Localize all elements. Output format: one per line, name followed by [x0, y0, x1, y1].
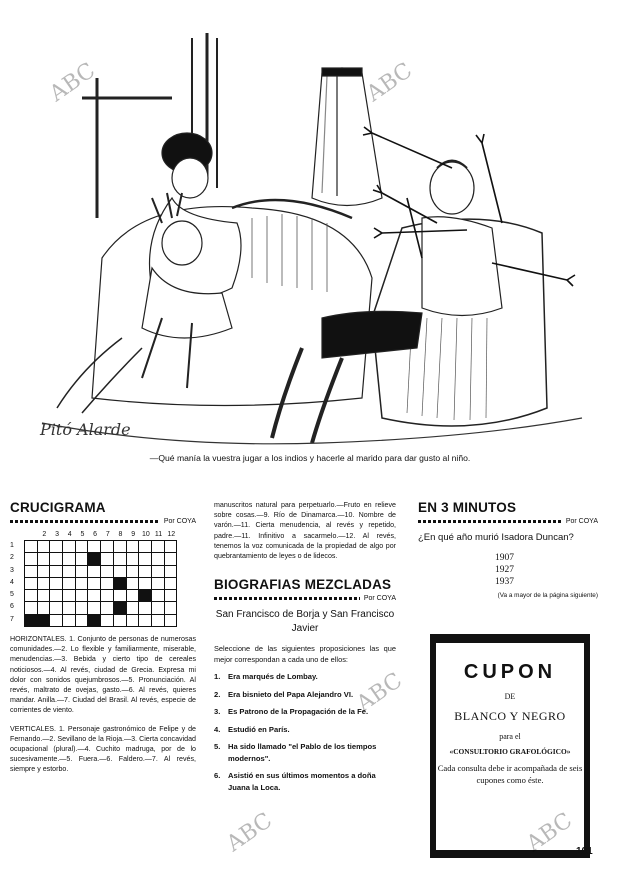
- grid-cell[interactable]: [126, 614, 139, 626]
- watermark: ABC: [45, 58, 101, 107]
- grid-cell[interactable]: [101, 614, 114, 626]
- col-number: 5: [80, 531, 85, 538]
- dashed-rule: [214, 597, 360, 600]
- grid-cell[interactable]: [101, 602, 114, 614]
- crucigrama-byline: Por COYA: [163, 518, 196, 525]
- grid-cell[interactable]: [101, 565, 114, 577]
- black-cell: [88, 553, 101, 565]
- row-number: 2: [10, 554, 14, 562]
- grid-cell[interactable]: [101, 577, 114, 589]
- item-text: Asistió en sus últimos momentos a doña Juana la Loca.: [228, 771, 376, 792]
- column-middle: [214, 500, 396, 799]
- row-number: 7: [10, 615, 14, 623]
- grid-cell[interactable]: [126, 602, 139, 614]
- crucigrama-rule: [10, 518, 196, 525]
- grid-cell[interactable]: [113, 541, 126, 553]
- biografias-intro: Seleccione de las siguientes proposiciones las que mejor correspondan a cada uno de ellos:: [214, 644, 396, 664]
- grid-cell[interactable]: [88, 602, 101, 614]
- grid-cell[interactable]: [50, 541, 63, 553]
- minutos-note: (Va a mayor de la página siguiente): [497, 592, 598, 599]
- biografias-title: BIOGRAFIAS MEZCLADAS: [214, 577, 392, 593]
- grid-cell[interactable]: [139, 577, 152, 589]
- minutos-question: ¿En qué año murió Isadora Duncan?: [418, 532, 574, 543]
- black-cell: [113, 577, 126, 589]
- grid-cell[interactable]: [101, 590, 114, 602]
- col-number: 7: [105, 531, 110, 538]
- row-number: 3: [10, 566, 14, 574]
- grid-cell[interactable]: [63, 565, 76, 577]
- item-text: Era marqués de Lombay.: [228, 672, 318, 682]
- biografias-rule: [214, 595, 396, 602]
- col-number: 9: [131, 531, 136, 538]
- item-number: 5.: [214, 742, 221, 752]
- item-number: 6.: [214, 771, 221, 781]
- col-number: 10: [141, 531, 150, 538]
- grid-cell[interactable]: [164, 602, 177, 614]
- grid-cell[interactable]: [139, 614, 152, 626]
- grid-cell[interactable]: [75, 590, 88, 602]
- grid-cell[interactable]: [113, 553, 126, 565]
- grid-cell[interactable]: [101, 553, 114, 565]
- grid-cell[interactable]: [25, 602, 38, 614]
- grid-cell[interactable]: [37, 553, 50, 565]
- cupon-para: para el: [499, 732, 521, 741]
- cartoon-illustration: [22, 18, 590, 475]
- grid-cell[interactable]: [113, 590, 126, 602]
- row-number: 1: [10, 542, 14, 549]
- minutos-section: [418, 500, 598, 599]
- grid-cell[interactable]: [50, 577, 63, 589]
- grid-cell[interactable]: [113, 614, 126, 626]
- grid-cell[interactable]: [63, 577, 76, 589]
- item-text: Era bisnieto del Papa Alejandro VI.: [228, 689, 354, 699]
- year-option: 1937: [495, 577, 514, 587]
- grid-cell[interactable]: [126, 565, 139, 577]
- dashed-rule: [418, 520, 562, 523]
- crucigrama-continuation: manuscritos natural para perpetuarlo.—Fruto en relieve sobre cosas.—9. Río de Dinamarca.—10. Nombre de varón.—11. Cierta menudencia, al revés y repetido, padre.—11. Infinitivo a sacarmelo.—12. Al revés, tenemos la voz comunicada de la propiedad de algo por quebrantamiento de leyes o de lidecos.: [214, 501, 396, 561]
- grid-cell[interactable]: [50, 614, 63, 626]
- grid-cell[interactable]: [88, 565, 101, 577]
- year-option: 1907: [495, 553, 514, 563]
- minutos-years: [495, 552, 598, 588]
- grid-cell[interactable]: [50, 590, 63, 602]
- minutos-byline: Por COYA: [565, 518, 598, 525]
- item-text: Es Patrono de la Propagación de la Fe.: [228, 707, 369, 717]
- grid-cell[interactable]: [139, 541, 152, 553]
- crossword-grid-wrap: [10, 540, 196, 628]
- cupon-text: Cada consulta debe ir acompañada de seis cupones como éste.: [437, 763, 583, 785]
- col-number: 6: [93, 531, 98, 538]
- grid-cell[interactable]: [63, 590, 76, 602]
- grid-cell[interactable]: [164, 565, 177, 577]
- col-number: 3: [55, 531, 59, 538]
- watermark: ABC: [522, 808, 578, 857]
- grid-cell[interactable]: [164, 553, 177, 565]
- grid-cell[interactable]: [151, 614, 164, 626]
- grid-cell[interactable]: [151, 602, 164, 614]
- item-number: 1.: [214, 672, 221, 682]
- col-number: 2: [42, 531, 47, 538]
- grid-cell[interactable]: [37, 565, 50, 577]
- black-cell: [113, 602, 126, 614]
- list-item: [214, 741, 396, 764]
- grid-cell[interactable]: [75, 602, 88, 614]
- grid-cell[interactable]: [88, 577, 101, 589]
- cupon-de: DE: [504, 692, 516, 701]
- grid-cell[interactable]: [50, 553, 63, 565]
- grid-cell[interactable]: [25, 541, 38, 553]
- grid-cell[interactable]: [37, 602, 50, 614]
- verticales-text: VERTICALES. 1. Personaje gastronómico de Felipe y de Fernando.—2. Sevillano de la Rioja.—3. Cierta concavidad ocupacional (plural).—4. Cuchito madruga, por de lo sucesivamente.—5. Fuera.—6. Faldero.—7. Al revés, siempre y estorbo.: [10, 724, 196, 774]
- grid-cell[interactable]: [126, 590, 139, 602]
- item-number: 3.: [214, 707, 221, 717]
- grid-cell[interactable]: [126, 541, 139, 553]
- grid-cell[interactable]: [63, 553, 76, 565]
- cupon-consultorio: «CONSULTORIO GRAFOLÓGICO»: [449, 747, 571, 756]
- item-text: Ha sido llamado "el Pablo de los tiempos modernos".: [228, 742, 377, 763]
- row-number: 6: [10, 603, 14, 611]
- dashed-rule: [10, 520, 160, 523]
- crossword-row-numbers: [10, 540, 14, 626]
- cartoon-caption: —Qué manía la vuestra jugar a los indios y hacerle al marido para dar gusto al niño.: [149, 453, 471, 463]
- col-number: 11: [154, 531, 163, 538]
- watermark: ABC: [362, 58, 418, 107]
- col-number: 4: [67, 531, 72, 538]
- horizontales-text: HORIZONTALES. 1. Conjunto de personas de numerosas comunidades.—2. Lo flexible y familiarmente, miserable, menudencias.—3. Bebida y cierto tipo de cereales noticiosos.—4. Al revés, ciudad de Grecia. Expresa mi dolor con sonidos quejumbrosos.—5. Pronunciación. Al revés, maltrato de ovejas, gasto.—6. Al revés, quieres mandar. Anilla.—7. Ciudad del Brasil. Al revés, especie de corrientes de viento.: [10, 635, 196, 715]
- page-number: 101: [576, 846, 593, 857]
- item-number: 4.: [214, 724, 221, 734]
- row-number: 4: [10, 578, 14, 586]
- year-option: 1927: [495, 565, 514, 575]
- grid-cell[interactable]: [25, 553, 38, 565]
- grid-cell[interactable]: [75, 553, 88, 565]
- black-cell: [37, 614, 50, 626]
- grid-cell[interactable]: [164, 614, 177, 626]
- grid-cell[interactable]: [164, 590, 177, 602]
- grid-cell[interactable]: [151, 590, 164, 602]
- grid-cell[interactable]: [50, 602, 63, 614]
- col-number: 8: [118, 531, 123, 538]
- grid-cell[interactable]: [151, 577, 164, 589]
- grid-cell[interactable]: [37, 541, 50, 553]
- col-number: 12: [167, 531, 176, 538]
- list-item: [214, 770, 396, 793]
- watermark: ABC: [222, 808, 278, 857]
- grid-cell[interactable]: [75, 565, 88, 577]
- grid-cell[interactable]: [113, 565, 126, 577]
- black-cell: [25, 614, 38, 626]
- grid-cell[interactable]: [75, 541, 88, 553]
- minutos-rule: [418, 518, 598, 525]
- grid-cell[interactable]: [164, 541, 177, 553]
- grid-cell[interactable]: [63, 541, 76, 553]
- grid-cell[interactable]: [151, 541, 164, 553]
- cupon-title: CUPON: [463, 661, 557, 683]
- grid-cell[interactable]: [164, 577, 177, 589]
- grid-cell[interactable]: [37, 577, 50, 589]
- grid-cell[interactable]: [25, 565, 38, 577]
- grid-cell[interactable]: [126, 577, 139, 589]
- black-cell: [88, 614, 101, 626]
- row-number: 5: [10, 591, 14, 599]
- grid-cell[interactable]: [139, 602, 152, 614]
- biografias-subtitle: San Francisco de Borja y San Francisco Javier: [215, 609, 395, 635]
- grid-cell[interactable]: [63, 602, 76, 614]
- grid-cell[interactable]: [139, 553, 152, 565]
- minutos-title: EN 3 MINUTOS: [418, 500, 517, 515]
- black-cell: [139, 590, 152, 602]
- grid-cell[interactable]: [101, 541, 114, 553]
- grid-cell[interactable]: [151, 565, 164, 577]
- cupon-magazine: BLANCO Y NEGRO: [454, 709, 566, 723]
- grid-cell[interactable]: [37, 590, 50, 602]
- list-item: [214, 724, 396, 736]
- grid-cell[interactable]: [139, 565, 152, 577]
- grid-cell[interactable]: [151, 553, 164, 565]
- grid-cell[interactable]: [88, 541, 101, 553]
- list-item: [214, 671, 396, 683]
- grid-cell[interactable]: [25, 590, 38, 602]
- grid-cell[interactable]: [88, 590, 101, 602]
- grid-cell[interactable]: [63, 614, 76, 626]
- item-number: 2.: [214, 689, 221, 699]
- crossword-column-numbers: [38, 531, 196, 538]
- crucigrama-title: CRUCIGRAMA: [10, 500, 106, 515]
- grid-cell[interactable]: [126, 553, 139, 565]
- grid-cell[interactable]: [25, 577, 38, 589]
- cartoon-signature: Pitó Alarde: [40, 420, 131, 439]
- item-text: Estudió en París.: [228, 724, 290, 734]
- grid-cell[interactable]: [50, 565, 63, 577]
- grid-cell[interactable]: [75, 577, 88, 589]
- grid-cell[interactable]: [75, 614, 88, 626]
- watermark: ABC: [352, 668, 408, 717]
- biografias-byline: Por COYA: [363, 595, 396, 603]
- crucigrama-section: [10, 500, 196, 775]
- crossword-grid: [24, 540, 177, 627]
